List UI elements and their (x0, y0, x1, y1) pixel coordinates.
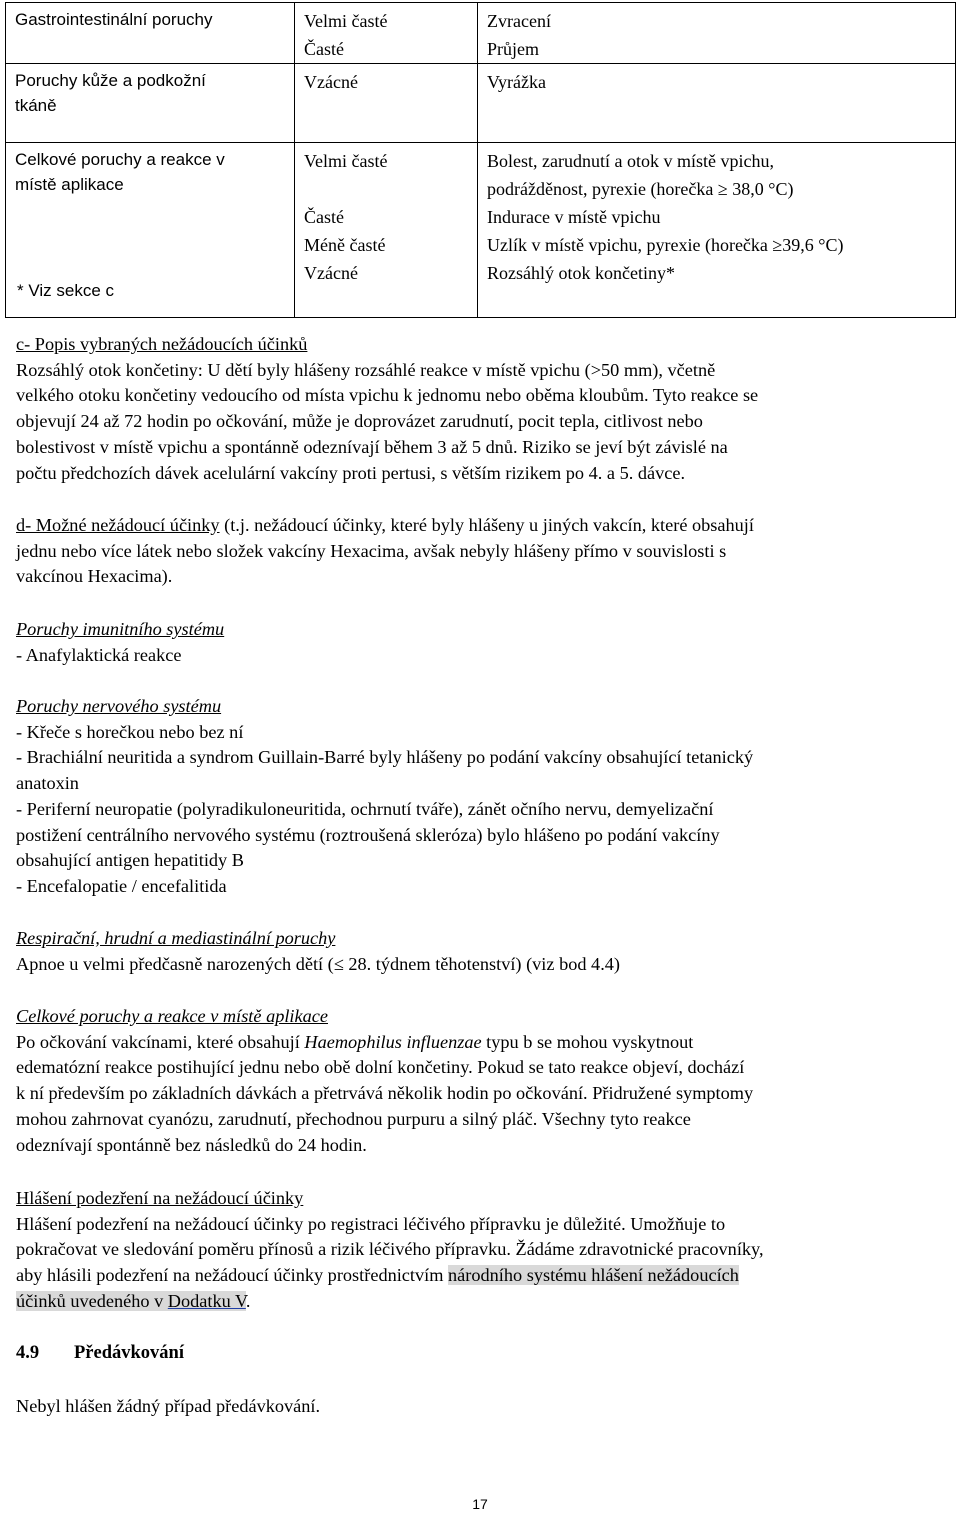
list-item: obsahující antigen hepatitidy B (16, 850, 244, 871)
immune-heading: Poruchy imunitního systému (16, 619, 225, 639)
frequency-text: Méně časté (304, 235, 386, 255)
adverse-reactions-table (5, 2, 956, 318)
frequency-text: Velmi časté (304, 11, 388, 31)
paragraph-line (16, 1263, 946, 1289)
spacer (304, 175, 468, 203)
paragraph-line: pokračovat ve sledování poměru přínosů a rizik léčivého přípravku. Žádáme zdravotnické pracovníky, (16, 1239, 764, 1260)
paragraph-line: jednu nebo více látek nebo složek vakcíny Hexacima, avšak nebyly hlášeny přímo v souvislosti s (16, 540, 727, 561)
organ-class-text: místě aplikace (15, 175, 124, 194)
highlighted-text: národního systému hlášení nežádoucích (448, 1265, 739, 1286)
organ-class-text: Gastrointestinální poruchy (15, 10, 213, 29)
reaction-text: Indurace v místě vpichu (487, 207, 661, 227)
paragraph-line: odeznívají spontánně bez následků do 24 hodin. (16, 1134, 367, 1155)
section-title: Předávkování (74, 1343, 184, 1363)
reaction-text: Vyrážka (487, 72, 546, 92)
frequency-cell (295, 3, 478, 64)
organ-class-text: Poruchy kůže a podkožní (15, 71, 206, 90)
section-number: 4.9 (16, 1343, 40, 1363)
reaction-text: Zvracení (487, 11, 551, 31)
section-c (16, 332, 946, 486)
table-row (6, 64, 956, 143)
overdose-text: Nebyl hlášen žádný případ předávkování. (16, 1396, 321, 1416)
reporting-heading: Hlášení podezření na nežádoucí účinky (16, 1188, 304, 1208)
general-section (16, 1004, 946, 1158)
nervous-heading: Poruchy nervového systému (16, 696, 222, 716)
paragraph-line: objevují 24 až 72 hodin po očkování, může je doprovázet zarudnutí, pocit tepla, citlivost nebo (16, 411, 703, 432)
paragraph-line: k ní především po základních dávkách a přetrvává několik hodin po očkování. Přidružené symptomy (16, 1083, 754, 1104)
reaction-text: Rozsáhlý otok končetiny* (487, 263, 675, 283)
reaction-text: Uzlík v místě vpichu, pyrexie (horečka ≥39,6 °C) (487, 235, 844, 255)
paragraph-line: mohou zahrnovat cyanózu, zarudnutí, přechodnou purpuru a silný pláč. Všechny tyto reakce (16, 1108, 691, 1129)
section-d-intro: (t.j. nežádoucí účinky, které byly hlášeny u jiných vakcín, které obsahují (219, 515, 754, 535)
nervous-section (16, 694, 946, 900)
immune-section (16, 617, 946, 668)
frequency-text: Velmi časté (304, 151, 388, 171)
frequency-cell (295, 143, 478, 318)
table-row (6, 143, 956, 318)
reaction-cell (478, 143, 956, 318)
highlighted-text: účinků uvedeného v (16, 1290, 168, 1311)
organ-class-text: tkáně (15, 96, 57, 115)
organ-class-text: Celkové poruchy a reakce v (15, 150, 225, 169)
frequency-text: Časté (304, 207, 344, 227)
paragraph-line: počtu předchozích dávek acelulární vakcíny proti pertusi, s větším rizikem po 4. a 5. dávce. (16, 462, 686, 483)
text-run: Po očkování vakcínami, které obsahují (16, 1031, 305, 1052)
frequency-cell (295, 64, 478, 143)
frequency-text: Vzácné (304, 72, 358, 92)
list-item: - Periferní neuropatie (polyradikuloneuritida, ochrnutí tváře), zánět očního nervu, demyelizační (16, 798, 714, 819)
text-run-italic: Haemophilus influenzae (304, 1031, 482, 1052)
paragraph-line: vakcínou Hexacima). (16, 566, 173, 587)
organ-class-cell (6, 3, 295, 64)
list-item: - Encefalopatie / encefalitida (16, 875, 227, 896)
page-number: 17 (472, 1496, 488, 1512)
paragraph-line: edematózní reakce postihující jednu nebo obě dolní končetiny. Pokud se tato reakce objeví, dochází (16, 1057, 745, 1078)
paragraph-line (16, 1030, 946, 1056)
paragraph-line (16, 513, 946, 539)
general-heading: Celkové poruchy a reakce v místě aplikace (16, 1006, 328, 1026)
section-c-heading: c- Popis vybraných nežádoucích účinků (16, 334, 308, 354)
table-row (6, 3, 956, 64)
list-item: anatoxin (16, 773, 79, 794)
paragraph-line: Rozsáhlý otok končetiny: U dětí byly hlášeny rozsáhlé reakce v místě vpichu (>50 mm), včetně (16, 359, 716, 380)
text-run: . (245, 1290, 251, 1311)
reporting-section (16, 1186, 946, 1315)
reaction-cell (478, 3, 956, 64)
list-item: - Brachiální neuritida a syndrom Guillain-Barré byly hlášeny po podání vakcíny obsahující tetanický (16, 747, 754, 768)
reaction-text: podrážděnost, pyrexie (horečka ≥ 38,0 °C) (487, 179, 794, 199)
section-d-heading: d- Možné nežádoucí účinky (16, 515, 220, 535)
frequency-text: Vzácné (304, 263, 358, 283)
list-item: - Křeče s horečkou nebo bez ní (16, 721, 244, 742)
paragraph-line (16, 1289, 946, 1315)
table-footnote: * Viz sekce c (17, 281, 115, 300)
paragraph-line: Hlášení podezření na nežádoucí účinky po registraci léčivého přípravku je důležité. Umožňuje to (16, 1213, 726, 1234)
text-run: typu b se mohou vyskytnout (481, 1031, 694, 1052)
paragraph-line: Apnoe u velmi předčasně narozených dětí (≤ 28. týdnem těhotenství) (viz bod 4.4) (16, 953, 620, 974)
appendix-v-link[interactable]: Dodatku V (167, 1290, 246, 1311)
section-d (16, 513, 946, 590)
respiratory-section (16, 926, 946, 977)
paragraph-line: bolestivost v místě vpichu a spontánně odeznívají během 3 až 5 dnů. Riziko se jeví být závislé na (16, 436, 728, 457)
frequency-text: Časté (304, 39, 344, 59)
list-item: - Anafylaktická reakce (16, 644, 182, 665)
respiratory-heading: Respirační, hrudní a mediastinální poruchy (16, 928, 336, 948)
reaction-text: Bolest, zarudnutí a otok v místě vpichu, (487, 151, 774, 171)
section-heading (16, 1343, 184, 1364)
text-run: aby hlásili podezření na nežádoucí účinky prostřednictvím (16, 1265, 449, 1286)
reaction-text: Průjem (487, 39, 539, 59)
organ-class-cell (6, 64, 295, 143)
reaction-cell (478, 64, 956, 143)
list-item: postižení centrálního nervového systému (roztroušená skleróza) bylo hlášeno po podání vakcíny (16, 824, 720, 845)
paragraph-line: velkého otoku končetiny vedoucího od místa vpichu k jednomu nebo oběma kloubům. Tyto reakce se (16, 385, 759, 406)
